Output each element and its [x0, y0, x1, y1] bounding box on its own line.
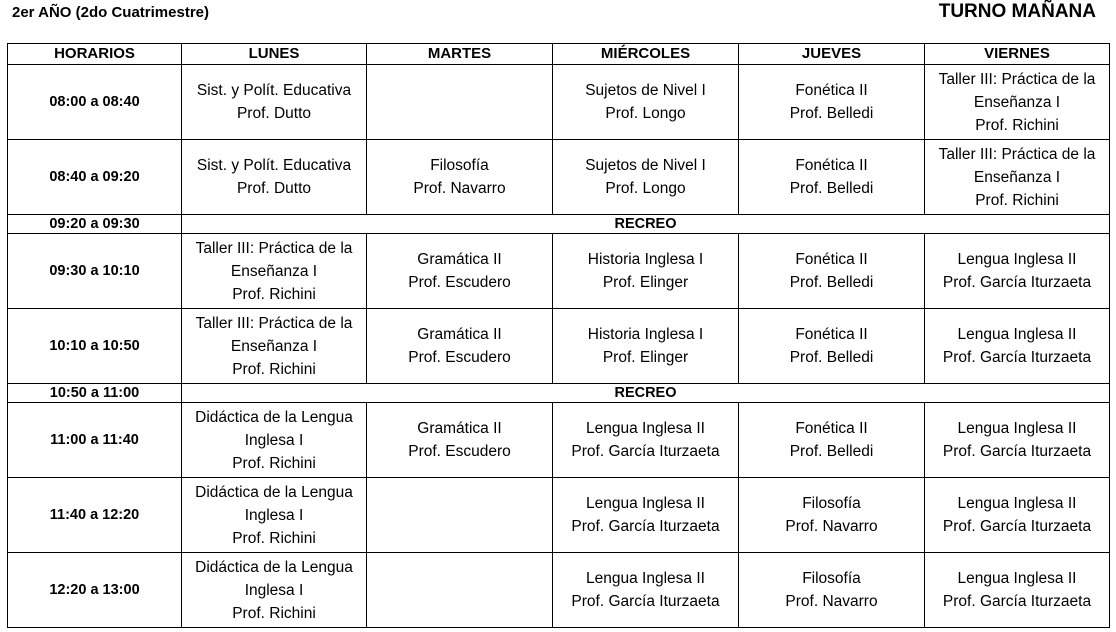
subject-text: Lengua Inglesa II — [957, 570, 1077, 587]
class-cell — [367, 65, 553, 140]
subject-text: Didáctica de la Lengua — [195, 558, 353, 576]
subject-text: Inglesa I — [244, 431, 304, 449]
table-row — [8, 478, 1110, 553]
subject-text: Lengua Inglesa II — [957, 251, 1077, 268]
subject-text: Lengua Inglesa II — [957, 495, 1077, 512]
teacher-name: Prof. García Iturzaeta — [942, 274, 1092, 291]
subject-text: Sist. y Polít. Educativa — [196, 157, 352, 174]
teacher-name: Prof. García Iturzaeta — [942, 349, 1092, 366]
teacher-name: Prof. García Iturzaeta — [571, 443, 720, 460]
class-cell — [553, 309, 739, 384]
class-cell — [739, 478, 925, 553]
subject-text: Historia Inglesa I — [587, 326, 704, 343]
subject-text: Fonética II — [795, 82, 868, 99]
class-cell — [553, 403, 739, 478]
class-cell — [553, 478, 739, 553]
class-cell — [553, 65, 739, 140]
class-cell — [925, 309, 1110, 384]
class-cell — [367, 140, 553, 215]
teacher-name: Prof. García Iturzaeta — [571, 518, 720, 535]
class-cell — [182, 403, 367, 478]
class-cell — [367, 234, 553, 309]
time-slot: 10:10 a 10:50 — [8, 309, 182, 384]
teacher-name: Prof. Richini — [232, 454, 316, 472]
class-cell — [367, 478, 553, 553]
subject-text: Lengua Inglesa II — [586, 495, 705, 512]
subject-text: Didáctica de la Lengua — [195, 483, 353, 501]
subject-text: Taller III: Práctica de la — [938, 145, 1096, 163]
table-row — [8, 65, 1110, 140]
class-cell — [925, 234, 1110, 309]
class-cell — [182, 140, 367, 215]
schedule-table — [7, 43, 1110, 628]
time-slot: 10:50 a 11:00 — [8, 384, 182, 403]
teacher-name: Prof. García Iturzaeta — [571, 593, 720, 610]
class-cell — [925, 140, 1110, 215]
class-cell — [925, 553, 1110, 628]
subject-text: Gramática II — [417, 420, 502, 437]
class-cell — [739, 65, 925, 140]
subject-text: Taller III: Práctica de la — [938, 70, 1096, 88]
subject-text: Enseñanza I — [230, 337, 318, 355]
table-row — [8, 234, 1110, 309]
teacher-name: Prof. Longo — [605, 180, 686, 197]
teacher-name: Prof. Navarro — [785, 518, 878, 535]
class-cell — [925, 65, 1110, 140]
subject-text: Fonética II — [795, 326, 868, 343]
class-cell — [925, 403, 1110, 478]
teacher-name: Prof. Navarro — [413, 180, 506, 197]
class-cell — [182, 234, 367, 309]
teacher-name: Prof. Belledi — [789, 105, 874, 122]
subject-text: Sist. y Polít. Educativa — [196, 82, 352, 99]
time-slot: 11:00 a 11:40 — [8, 403, 182, 478]
break-row — [8, 384, 1110, 403]
subject-text: Lengua Inglesa II — [957, 326, 1077, 343]
header-row — [8, 44, 1110, 65]
time-slot: 08:40 a 09:20 — [8, 140, 182, 215]
teacher-name: Prof. Dutto — [236, 105, 312, 122]
table-row — [8, 553, 1110, 628]
class-cell — [182, 478, 367, 553]
teacher-name: Prof. García Iturzaeta — [942, 443, 1092, 460]
subject-text: Inglesa I — [244, 506, 304, 524]
class-cell — [367, 403, 553, 478]
teacher-name: Prof. Belledi — [789, 274, 874, 291]
time-slot: 08:00 a 08:40 — [8, 65, 182, 140]
subject-text: Enseñanza I — [973, 168, 1061, 186]
time-slot: 12:20 a 13:00 — [8, 553, 182, 628]
table-row — [8, 403, 1110, 478]
break-row — [8, 215, 1110, 234]
subject-text: Lengua Inglesa II — [586, 420, 705, 437]
break-label: RECREO — [182, 384, 1110, 403]
teacher-name: Prof. Longo — [605, 105, 686, 122]
teacher-name: Prof. Elinger — [602, 349, 689, 366]
time-slot: 09:30 a 10:10 — [8, 234, 182, 309]
class-cell — [739, 140, 925, 215]
column-header-viernes: VIERNES — [925, 44, 1110, 65]
class-cell — [739, 309, 925, 384]
subject-text: Inglesa I — [244, 581, 304, 599]
subject-text: Fonética II — [795, 420, 868, 437]
class-cell — [553, 234, 739, 309]
teacher-name: Prof. Escudero — [408, 349, 511, 366]
subject-text: Sujetos de Nivel I — [585, 82, 706, 99]
teacher-name: Prof. Dutto — [236, 180, 312, 197]
time-slot: 09:20 a 09:30 — [8, 215, 182, 234]
shift-title: TURNO MAÑANA — [938, 1, 1096, 22]
subject-text: Enseñanza I — [973, 93, 1061, 111]
teacher-name: Prof. Richini — [232, 360, 316, 378]
subject-text: Historia Inglesa I — [587, 251, 704, 268]
class-cell — [739, 403, 925, 478]
document-title: 2er AÑO (2do Cuatrimestre) — [12, 4, 209, 21]
teacher-name: Prof. Richini — [975, 116, 1059, 134]
subject-text: Sujetos de Nivel I — [585, 157, 706, 174]
subject-text: Lengua Inglesa II — [957, 420, 1077, 437]
teacher-name: Prof. Richini — [232, 529, 316, 547]
teacher-name: Prof. Escudero — [408, 443, 511, 460]
class-cell — [553, 140, 739, 215]
time-slot: 11:40 a 12:20 — [8, 478, 182, 553]
subject-text: Filosofía — [430, 157, 489, 174]
teacher-name: Prof. García Iturzaeta — [942, 518, 1092, 535]
teacher-name: Prof. Escudero — [408, 274, 511, 291]
teacher-name: Prof. Richini — [232, 285, 316, 303]
column-header-horarios: HORARIOS — [8, 44, 182, 65]
column-header-martes: MARTES — [367, 44, 553, 65]
class-cell — [925, 478, 1110, 553]
class-cell — [182, 553, 367, 628]
teacher-name: Prof. García Iturzaeta — [942, 593, 1092, 610]
subject-text: Lengua Inglesa II — [586, 570, 705, 587]
subject-text: Gramática II — [417, 251, 502, 268]
subject-text: Gramática II — [417, 326, 502, 343]
subject-text: Filosofía — [802, 570, 861, 587]
teacher-name: Prof. Richini — [975, 191, 1059, 209]
subject-text: Enseñanza I — [230, 262, 318, 280]
column-header-jueves: JUEVES — [739, 44, 925, 65]
class-cell — [739, 553, 925, 628]
teacher-name: Prof. Richini — [232, 604, 316, 622]
class-cell — [367, 553, 553, 628]
teacher-name: Prof. Navarro — [785, 593, 878, 610]
teacher-name: Prof. Belledi — [789, 180, 874, 197]
teacher-name: Prof. Elinger — [602, 274, 689, 291]
class-cell — [182, 309, 367, 384]
column-header-miercoles: MIÉRCOLES — [553, 44, 739, 65]
subject-text: Fonética II — [795, 157, 868, 174]
column-header-lunes: LUNES — [182, 44, 367, 65]
subject-text: Taller III: Práctica de la — [195, 314, 353, 332]
class-cell — [739, 234, 925, 309]
subject-text: Didáctica de la Lengua — [195, 408, 353, 426]
break-label: RECREO — [182, 215, 1110, 234]
subject-text: Taller III: Práctica de la — [195, 239, 353, 257]
schedule-body — [8, 65, 1110, 628]
class-cell — [553, 553, 739, 628]
class-cell — [367, 309, 553, 384]
class-cell — [182, 65, 367, 140]
table-row — [8, 309, 1110, 384]
subject-text: Fonética II — [795, 251, 868, 268]
subject-text: Filosofía — [802, 495, 861, 512]
teacher-name: Prof. Belledi — [789, 443, 874, 460]
table-row — [8, 140, 1110, 215]
teacher-name: Prof. Belledi — [789, 349, 874, 366]
